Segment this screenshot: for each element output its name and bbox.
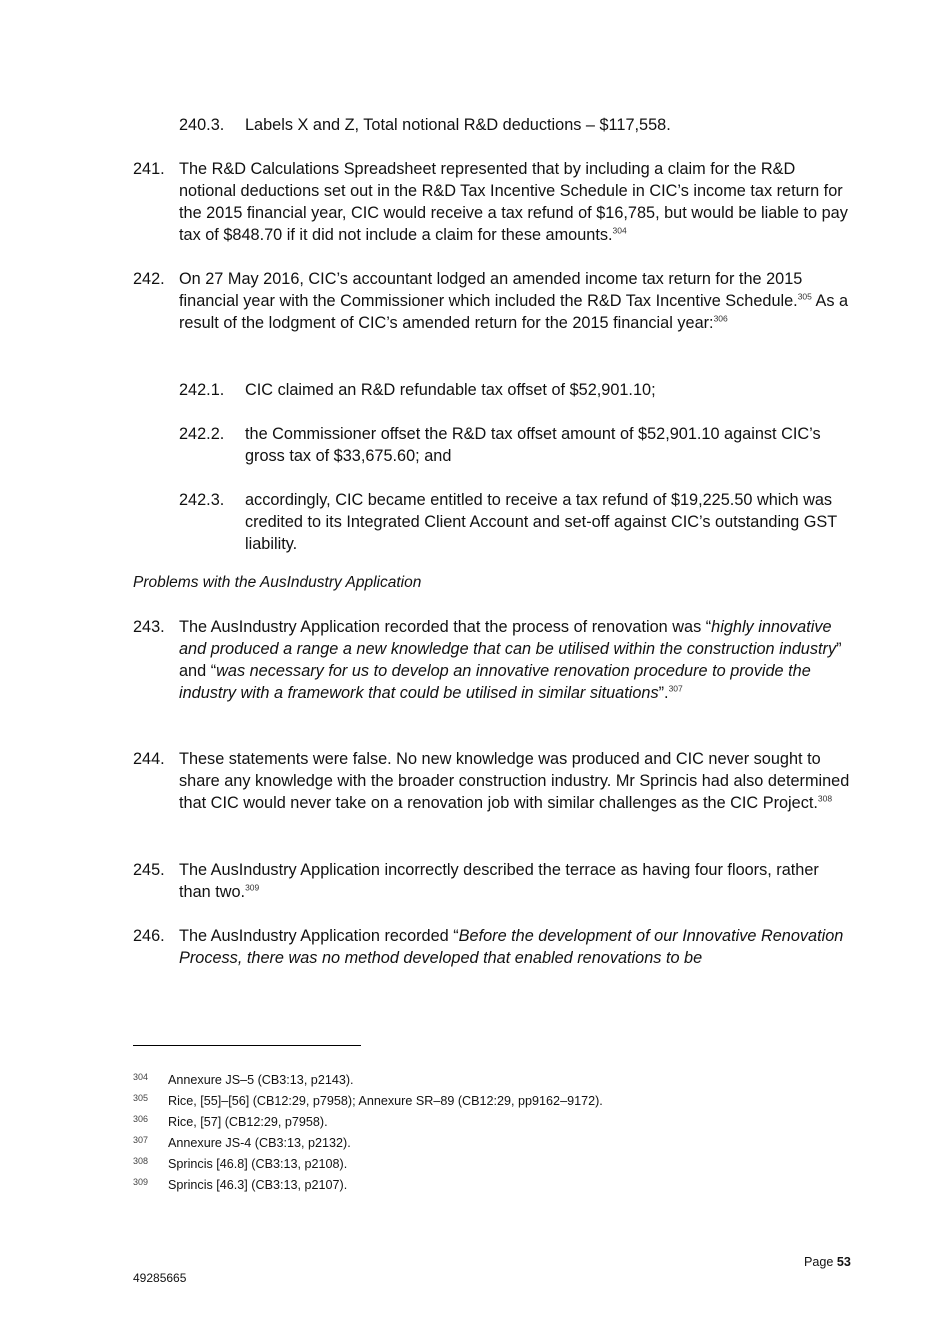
footnote-ref[interactable]: 306 [713,313,728,324]
footnote-text: Sprincis [46.3] (CB3:13, p2107). [168,1178,348,1192]
paragraph-text: The AusIndustry Application recorded that the process of renovation was “ [179,618,712,636]
footnote-number: 304 [133,1072,149,1082]
page-label: Page [804,1255,834,1269]
quote-text: highly innovative and produced a range a new knowledge that can be utilised within the construction industry [179,618,837,658]
footnote-text: Annexure JS–5 (CB3:13, p2143). [168,1073,354,1087]
paragraph-text: ”. [658,684,669,702]
paragraph-number: 246. [133,927,165,945]
page-number [804,1255,851,1269]
paragraph-text: The AusIndustry Application incorrectly described the terrace as having four floors, rather than two. [179,861,819,901]
paragraph-body [179,616,851,704]
footnote-number: 306 [133,1114,149,1124]
paragraph-text: On 27 May 2016, CIC’s accountant lodged an amended income tax return for the 2015 financial year with the Commissioner which included the R&D Tax Incentive Schedule. [179,270,803,310]
quote-text: was necessary for us to develop an innovative renovation procedure to provide the industry with a framework that could be utilised in similar situations [179,662,811,702]
paragraph-body [179,748,851,814]
paragraph-text: These statements were false. No new knowledge was produced and CIC never sought to share any knowledge with the broader construction industry. Mr Sprincis had also determined that CIC would never take on a renovation job with similar challenges as the CIC Project. [179,750,850,812]
footnote-text: Sprincis [46.8] (CB3:13, p2108). [168,1157,348,1171]
footnote-text: Annexure JS-4 (CB3:13, p2132). [168,1136,351,1150]
footnote-number: 308 [133,1156,149,1166]
footnote-ref[interactable]: 308 [817,793,833,804]
paragraph-text: accordingly, CIC became entitled to receive a tax refund of $19,225.50 which was credited to its Integrated Client Account and set-off against CIC’s outstanding GST liability. [245,491,837,553]
paragraph-text: CIC claimed an R&D refundable tax offset of $52,901.10; [245,381,656,399]
footnote-text: Rice, [55]–[56] (CB12:29, p7958); Annexure SR–89 (CB12:29, pp9162–9172). [168,1094,603,1108]
paragraph-number: 242.3. [179,491,225,509]
paragraph-body [179,859,851,903]
footnote-ref[interactable]: 309 [245,882,260,893]
quote-text: Before the development of our Innovative Renovation Process, there was no method developed that enabled renovations to be [179,927,844,967]
paragraph-number: 242.2. [179,425,225,443]
paragraph-text: The AusIndustry Application recorded “ [179,927,459,945]
section-heading: Problems with the AusIndustry Application [133,574,422,591]
footnote-ref[interactable]: 307 [668,683,683,694]
footnote-separator [133,1045,361,1046]
footnote-number: 305 [133,1093,149,1103]
paragraph-number: 240.3. [179,116,225,134]
paragraph-number: 242.1. [179,381,225,399]
paragraph-text: The R&D Calculations Spreadsheet represented that by including a claim for the R&D notional deductions set out in the R&D Tax Incentive Schedule in CIC’s income tax return for the 2015 financial year, CIC would receive a tax refund of $16,785, but would be liable to pay tax of $848.70 if it did not include a claim for these amounts. [179,160,848,244]
paragraph-body [179,158,851,246]
footnote-number: 307 [133,1135,149,1145]
paragraph-text: As a result of the lodgment of CIC’s amended return for the 2015 financial year: [179,292,849,332]
footnote-number: 309 [133,1177,149,1187]
footnote-ref[interactable]: 304 [612,225,627,236]
paragraph-number: 241. [133,160,165,178]
footnote-text: Rice, [57] (CB12:29, p7958). [168,1115,328,1129]
paragraph-text: ” and “ [179,640,842,680]
paragraph-text: the Commissioner offset the R&D tax offset amount of $52,901.10 against CIC’s gross tax of $33,675.60; and [245,425,821,465]
paragraph-number: 242. [133,270,165,288]
paragraph-text: Labels X and Z, Total notional R&D deductions – $117,558. [245,116,671,134]
paragraph-number: 243. [133,618,165,636]
footnote-ref[interactable]: 305 [797,291,812,302]
paragraph-number: 245. [133,861,165,879]
paragraph-body [179,925,851,969]
paragraph-body [179,268,851,334]
page-number-value: 53 [836,1255,851,1269]
paragraph-number: 244. [133,750,165,768]
document-id: 49285665 [133,1271,187,1285]
